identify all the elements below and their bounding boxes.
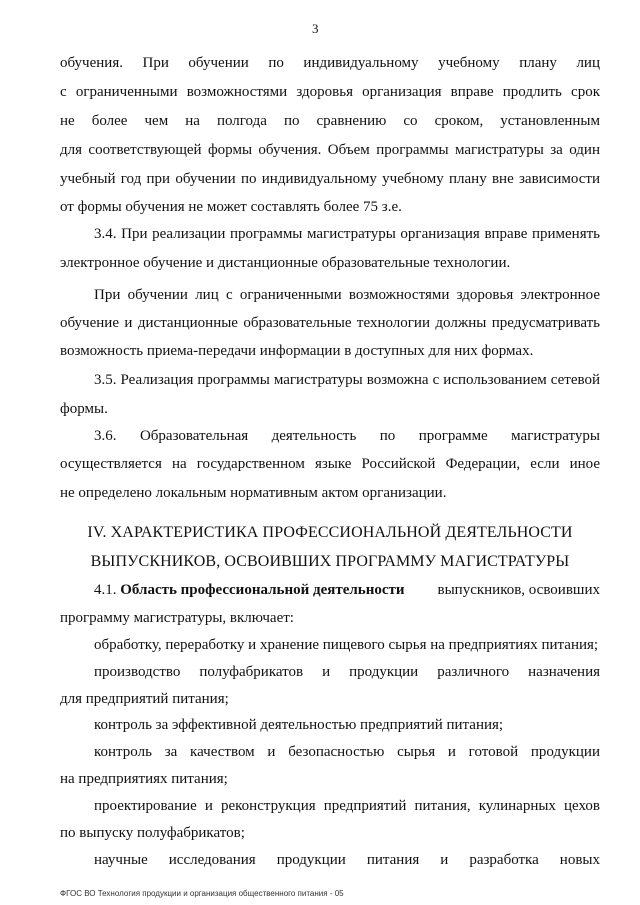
text-line: возможность приема-передачи информации в доступных для них формах. [60,343,534,359]
list-item: на предприятиях питания; [60,771,228,787]
text-line: от формы обучения не может составлять более 75 з.е. [60,199,402,215]
bold-term: Область профессиональной деятельности [120,582,405,598]
text-fragment: выпускников, освоивших [437,582,600,598]
list-item: контроль за качеством и безопасностью сырья и готовой продукции [94,744,600,760]
list-item: по выпуску полуфабрикатов; [60,825,245,841]
section-heading: ВЫПУСКНИКОВ, ОСВОИВШИХ ПРОГРАММУ МАГИСТРАТУРЫ [90,553,570,570]
list-item: контроль за эффективной деятельностью предприятий питания; [94,717,504,733]
list-item: производство полуфабрикатов и продукции различного назначения [94,664,600,680]
page-number: 3 [312,21,319,36]
text-line: для соответствующей формы обучения. Объем программы магистратуры за один [60,142,600,158]
text-line: 3.5. Реализация программы магистратуры возможна с использованием сетевой [94,372,600,388]
text-line: формы. [60,401,108,417]
list-item: проектирование и реконструкция предприятий питания, кулинарных цехов [94,798,600,814]
text-line: с ограниченными возможностями здоровья организация вправе продлить срок [60,84,600,100]
text-line: 3.6. Образовательная деятельность по программе магистратуры [94,428,600,444]
text-line: 3.4. При реализации программы магистратуры организация вправе применять [94,226,600,242]
text-line: программу магистратуры, включает: [60,610,294,626]
text-line: При обучении лиц с ограниченными возможностями здоровья электронное [94,287,600,303]
text-line: обучение и дистанционные образовательные технологии должны предусматривать [60,315,600,331]
text-line: обучения. При обучении по индивидуальному учебному плану лиц [60,55,600,71]
text-line: электронное обучение и дистанционные образовательные технологии. [60,255,511,271]
text-line: не более чем на полгода по сравнению со сроком, установленным [60,113,600,129]
list-item: для предприятий питания; [60,691,229,707]
list-item: обработку, переработку и хранение пищевого сырья на предприятиях питания; [94,637,599,653]
section-heading: IV. ХАРАКТЕРИСТИКА ПРОФЕССИОНАЛЬНОЙ ДЕЯТЕЛЬНОСТИ [87,524,573,541]
text-line: не определено локальным нормативным актом организации. [60,485,447,501]
text-line [94,581,600,599]
list-item: научные исследования продукции питания и разработка новых [94,852,600,868]
text-line: учебный год при обучении по индивидуальному учебному плану вне зависимости [60,171,600,187]
clause-number: 4.1. [94,582,121,598]
text-line: осуществляется на государственном языке Российской Федерации, если иное [60,456,600,472]
page-footer: ФГОС ВО Технология продукции и организация общественного питания - 05 [60,889,344,898]
